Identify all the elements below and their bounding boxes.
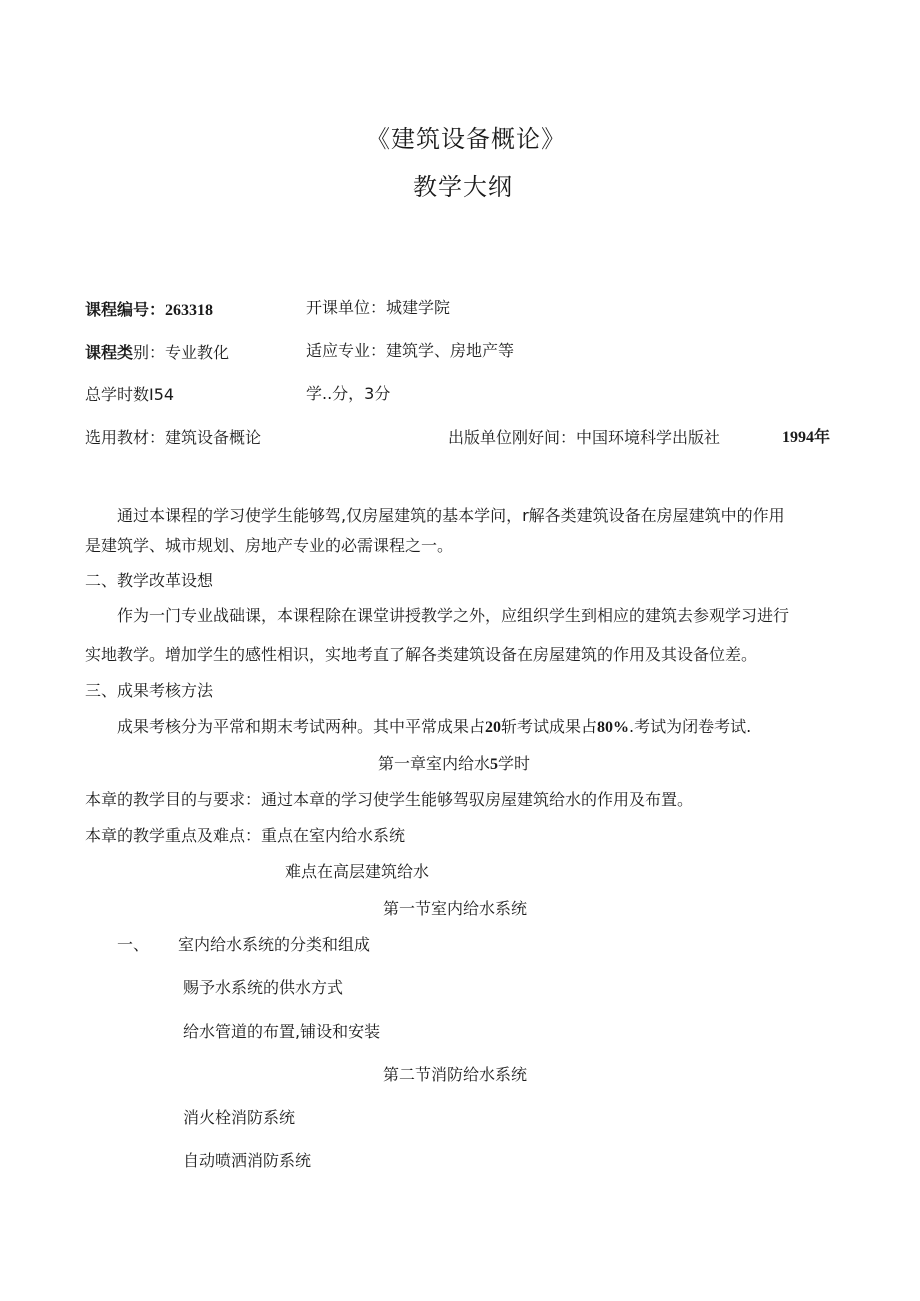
list-item: 自动喷洒消防系统 xyxy=(183,1151,312,1170)
assessment-text-c: .考试为闭卷考试. xyxy=(629,717,752,736)
chapter-hours: 5 xyxy=(490,756,499,773)
textbook: 选用教材：建筑设备概论 xyxy=(85,428,262,447)
credits: 学..分，3分 xyxy=(306,384,391,403)
assessment-text-b: 斩考试成果占 xyxy=(501,717,598,736)
applicable-major: 适应专业：建筑学、房地产等 xyxy=(306,341,515,360)
course-code-value: 263318 xyxy=(165,302,214,319)
chapter-title-a: 第一章室内给水 xyxy=(378,754,491,773)
course-category xyxy=(85,343,229,363)
document-subtitle: 教学大纲 xyxy=(413,173,513,201)
chapter-difficulty: 难点在高层建筑给水 xyxy=(285,862,430,881)
list-marker-one: 一、 xyxy=(117,935,150,954)
document-title: 《建筑设备概论》 xyxy=(366,125,566,153)
chapter-objective: 本章的教学目的与要求：通过本章的学习使学生能够驾驭房屋建筑给水的作用及布置。 xyxy=(85,790,694,809)
list-item: 给水管道的布置,铺设和安装 xyxy=(183,1022,381,1041)
section-title-water-supply: 第一节室内给水系统 xyxy=(383,899,528,918)
chapter-title xyxy=(378,754,530,775)
section-title-fire-water: 第二节消防给水系统 xyxy=(383,1065,528,1084)
intro-line-2: 是建筑学、城市规划、房地产专业的必需课程之一。 xyxy=(85,536,454,555)
chapter-title-b: 学时 xyxy=(498,754,531,773)
usual-score-percent: 20 xyxy=(485,719,502,736)
course-code xyxy=(85,300,213,321)
course-code-label: 课程编号： xyxy=(85,300,166,319)
total-hours: 总学时数I54 xyxy=(85,385,175,404)
section-heading-assessment: 三、成果考核方法 xyxy=(85,681,214,700)
list-item: 赐予水系统的供水方式 xyxy=(183,978,344,997)
assessment-text-a: 成果考核分为平常和期末考试两种。其中平常成果占 xyxy=(117,717,486,736)
section-heading-reform: 二、教学改革设想 xyxy=(85,571,214,590)
course-category-label: 课程类 xyxy=(85,343,134,362)
exam-score-percent: 80% xyxy=(597,719,630,736)
course-category-value: 别：专业教化 xyxy=(133,343,230,362)
list-item: 消火栓消防系统 xyxy=(183,1108,296,1127)
chapter-key-points: 本章的教学重点及难点：重点在室内给水系统 xyxy=(85,826,406,845)
assessment-text xyxy=(117,717,751,738)
reform-line-2: 实地教学。增加学生的感性相识，实地考直了解各类建筑设备在房屋建筑的作用及其设备位差。 xyxy=(85,645,758,664)
publish-year: 1994年 xyxy=(782,429,831,446)
intro-line-1: 通过本课程的学习使学生能够驾,仅房屋建筑的基本学问，r解各类建筑设备在房屋建筑中的作用 xyxy=(117,506,785,525)
list-item: 室内给水系统的分类和组成 xyxy=(178,935,371,954)
publisher: 出版单位刚好间：中国环境科学出版社 xyxy=(448,428,721,447)
offering-unit: 开课单位：城建学院 xyxy=(306,298,451,317)
reform-line-1: 作为一门专业战础课，本课程除在课堂讲授教学之外，应组织学生到相应的建筑去参观学习进行 xyxy=(117,606,790,625)
